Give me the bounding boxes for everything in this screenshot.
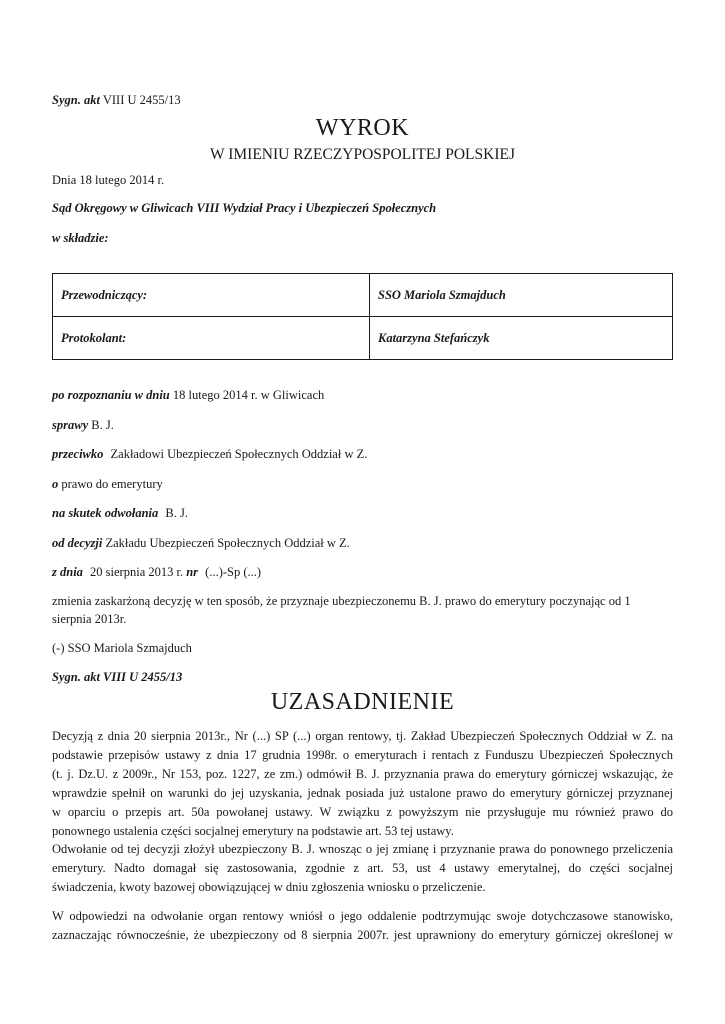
heard-label: po rozpoznaniu w dniu <box>52 388 170 402</box>
name-cell: SSO Mariola Szmajduch <box>370 274 673 317</box>
paragraph-line: zaznaczając równocześnie, że ubezpieczony od 8 sierpnia 2007r. jest uprawniony do emerytury górniczej określonej w <box>52 928 673 942</box>
decision-date-line <box>52 564 261 580</box>
role-cell: Przewodniczący: <box>53 274 370 317</box>
subject-label: o <box>52 477 59 491</box>
decision-value: Zakładu Ubezpieczeń Społecznych Oddział w Z. <box>105 536 350 550</box>
court-name: Sąd Okręgowy w Gliwicach VIII Wydział Pracy i Ubezpieczeń Społecznych <box>52 201 437 215</box>
justification-title: UZASADNIENIE <box>270 689 455 715</box>
case-line <box>52 417 114 433</box>
decision-label: od decyzji <box>52 536 103 550</box>
ruling-line-1: zmienia zaskarżoną decyzję w ten sposób, że przyznaje ubezpieczonemu B. J. prawo do emerytury poczynając od 1 <box>52 594 631 608</box>
appeal-label: na skutek odwołania <box>52 506 159 520</box>
heard-line <box>52 387 324 403</box>
case-label: sprawy <box>52 418 89 432</box>
appeal-line <box>52 505 188 521</box>
signature: (-) SSO Mariola Szmajduch <box>52 641 192 655</box>
judgment-title: WYROK <box>315 115 410 141</box>
table-row <box>53 317 673 360</box>
judgment-date: Dnia 18 lutego 2014 r. <box>52 173 165 187</box>
paragraph-line: podstawie przepisów ustawy z dnia 17 grudnia 1998r. o emeryturach i rentach z Funduszu Ubezpieczeń Społecznych <box>52 748 673 762</box>
paragraph-line: (t. j. Dz.U. z 2009r., Nr 153, poz. 1227, ze zm.) odmówił B. J. przyznania prawa do emerytury górniczej wskazując, że <box>52 767 673 781</box>
role-cell: Protokolant: <box>53 317 370 360</box>
appeal-value: B. J. <box>165 506 188 520</box>
case-signature <box>52 92 181 108</box>
subject-line <box>52 476 163 492</box>
composition-label: w składzie: <box>52 231 109 245</box>
justification-paragraph-2 <box>52 840 673 897</box>
case-value: B. J. <box>91 418 114 432</box>
paragraph-line: ponownego ustalenia części socjalnej emerytury na podstawie art. 53 tej ustawy. <box>52 824 454 838</box>
justification-paragraph-1 <box>52 727 673 841</box>
heard-value: 18 lutego 2014 r. w Gliwicach <box>172 388 325 402</box>
name-cell: Katarzyna Stefańczyk <box>370 317 673 360</box>
paragraph-line: W odpowiedzi na odwołanie organ rentowy wniósł o jego oddalenie podtrzymując swoje dotychczasowe stanowisko, <box>52 909 673 923</box>
against-label: przeciwko <box>52 447 104 461</box>
decision-line <box>52 535 350 551</box>
decision-nr-value: (...)-Sp (...) <box>205 565 262 579</box>
paragraph-line: Odwołanie od tej decyzji złożył ubezpieczony B. J. wnosząc o jej zmianę i przyznanie prawa do ponownego przeliczenia <box>52 842 673 856</box>
paragraph-line: emerytury. Nadto domagał się zastosowania, zgodnie z art. 53, ust 4 ustawy emerytalnej, do części socjalnej <box>52 861 673 875</box>
decision-nr-label: nr <box>186 565 199 579</box>
decision-date-label: z dnia <box>52 565 83 579</box>
justification-signature: Sygn. akt VIII U 2455/13 <box>52 670 183 684</box>
against-value: Zakładowi Ubezpieczeń Społecznych Oddział w Z. <box>110 447 368 461</box>
case-signature-label: Sygn. akt <box>52 93 100 107</box>
paragraph-line: wprawdzie spełnił on warunki do jej uzyskania, jednak posiada już ustalone prawo do emerytury górniczej przyznanej <box>52 786 673 800</box>
subject-value: prawo do emerytury <box>61 477 163 491</box>
paragraph-line: Decyzją z dnia 20 sierpnia 2013r., Nr (...) SP (...) organ rentowy, tj. Zakład Ubezpieczeń Społecznych Oddział w Z. na <box>52 729 673 743</box>
against-line <box>52 446 367 462</box>
judgment-subtitle: W IMIENIU RZECZYPOSPOLITEJ POLSKIEJ <box>210 146 515 163</box>
ruling-line-2: sierpnia 2013r. <box>52 612 127 626</box>
justification-paragraph-3 <box>52 907 673 945</box>
paragraph-line: świadczenia, kwoty bazowej obowiązującej w dniu zgłoszenia wniosku o przeliczenie. <box>52 880 486 894</box>
composition-table <box>52 273 673 360</box>
decision-date-value: 20 sierpnia 2013 r. <box>90 565 184 579</box>
paragraph-line: w oparciu o przepis art. 50a powołanej ustawy. W związku z powyższym nie przysługuje mu również prawo do <box>52 805 673 819</box>
case-signature-value: VIII U 2455/13 <box>102 93 181 107</box>
table-row <box>53 274 673 317</box>
